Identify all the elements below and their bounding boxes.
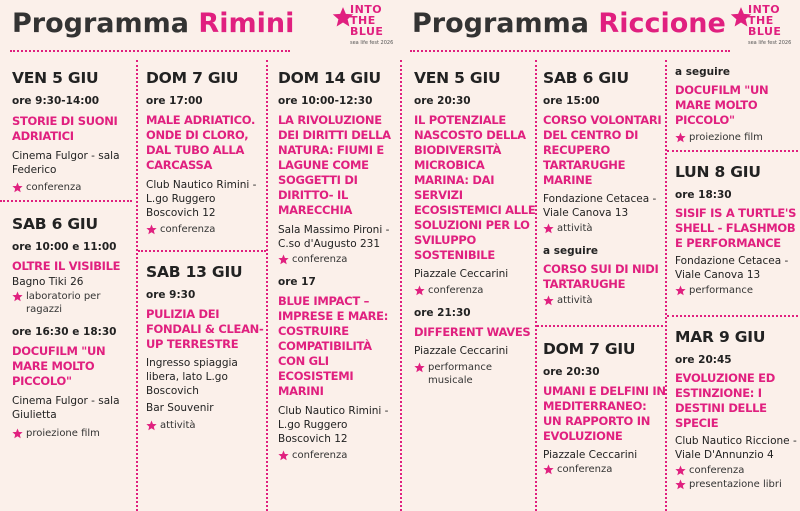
rimini-column-3 [266,60,400,511]
event-location: Piazzale Ceccarini [414,345,509,357]
day-block [146,69,264,236]
event-tag: conferenza [146,223,264,236]
event-tag: conferenza [12,181,130,194]
event-time: ore 15:00 [543,95,600,107]
event-tag: attività [146,419,264,432]
rimini-column-1 [12,60,130,511]
star-icon [543,223,554,234]
star-icon [146,420,157,431]
star-icon [12,182,23,193]
event-title: STORIE DI SUONI ADRIATICI [12,114,118,143]
event-location: Club Nautico Rimini - L.go Ruggero Boscovich 12 [146,179,257,219]
star-icon [675,285,686,296]
event-time: ore 20:30 [543,366,600,378]
star-icon [675,132,686,143]
event-title: LA RIVOLUZIONE DEI DIRITTI DELLA NATURA: FIUMI E LAGUNE COME SOGGETTI DI DIRITTO- IL MARECCHIA [278,113,391,217]
event-title: DIFFERENT WAVES [414,325,531,339]
day-block [675,163,799,297]
event-title: SISIF IS A TURTLE'S SHELL - FLASHMOB E PERFORMANCE [675,206,797,250]
event-tag: proiezione film [12,427,132,440]
event-time: ore 20:45 [675,354,732,366]
riccione-column-1 [414,60,534,511]
day-heading: VEN 5 GIU [414,69,501,87]
riccione-column-2 [535,60,665,511]
divider [667,315,800,317]
event-time: ore 10:00-12:30 [278,95,373,107]
event-tag: presentazione libri [675,478,799,491]
star-icon [278,254,289,265]
day-block [414,69,536,387]
event-time: ore 17:00 [146,95,203,107]
day-heading: LUN 8 GIU [675,163,761,181]
day-heading: DOM 14 GIU [278,69,381,87]
day-block [543,340,667,476]
title-prefix: Programma [412,8,590,39]
star-icon [12,428,23,439]
star-icon [414,362,425,373]
event-title: DOCUFILM "UN MARE MOLTO PICCOLO" [12,344,106,388]
riccione-panel [400,0,800,511]
day-block [543,69,667,307]
event-location: Fondazione Cetacea - Viale Canova 13 [675,255,789,281]
event-tag: laboratorio per ragazzi [12,290,132,316]
event-tag: conferenza [278,253,400,266]
event-title: DOCUFILM "UN MARE MOLTO PICCOLO" [675,83,769,127]
star-icon [543,295,554,306]
event-location: Cinema Fulgor - sala Giulietta [12,395,120,421]
rimini-column-2 [136,60,264,511]
star-icon [278,450,289,461]
event-title: EVOLUZIONE ED ESTINZIONE: I DESTINI DELLE SPECIE [675,371,775,430]
event-tag: performance [675,284,799,297]
event-location: Piazzale Ceccarini [543,449,638,461]
title-city: Riccione [598,8,726,39]
event-tag: attività [543,294,667,307]
event-title: PULIZIA DEI FONDALI & CLEAN-UP TERRESTRE [146,307,264,351]
page-title-rimini [12,8,294,39]
event-tag: conferenza [543,463,667,476]
event-location: Sala Massimo Pironi - C.so d'Augusto 231 [278,224,390,250]
event-location: Bagno Tiki 26 [12,276,84,288]
event-title: CORSO VOLONTARI DEL CENTRO DI RECUPERO TARTARUGHE MARINE [543,113,662,187]
day-heading: MAR 9 GIU [675,328,766,346]
event-location: Bar Souvenir [146,402,214,414]
day-heading: DOM 7 GIU [543,340,636,358]
event-time: ore 9:30 [146,289,196,301]
event-location: Club Nautico Rimini - L.go Ruggero Boscovich 12 [278,405,389,445]
day-heading: SAB 13 GIU [146,263,243,281]
event-title: CORSO SUI DI NIDI TARTARUGHE [543,262,659,291]
day-block [12,69,130,194]
into-the-blue-logo: INTO THE BLUE sea life fest 2026 [730,3,794,49]
event-location: Fondazione Cetacea - Viale Canova 13 [543,193,657,219]
event-tag: attività [543,222,667,235]
page-title-riccione [412,8,726,39]
event-time: a seguire [675,66,731,78]
star-icon [146,224,157,235]
event-tag: conferenza [675,464,799,477]
day-block [146,263,264,432]
title-divider [10,50,290,52]
event-time: ore 9:30-14:00 [12,95,100,107]
day-block [675,66,799,144]
event-time: ore 10:00 e 11:00 [12,241,117,253]
day-heading: DOM 7 GIU [146,69,239,87]
event-time: ore 21:30 [414,307,471,319]
star-icon [675,465,686,476]
day-block [675,328,799,491]
divider [667,150,800,152]
event-time: ore 20:30 [414,95,471,107]
into-the-blue-logo: INTO THE BLUE sea life fest 2026 [332,3,396,49]
event-time: ore 18:30 [675,189,732,201]
divider [138,250,266,252]
event-tag: performance musicale [414,361,536,387]
event-location: Club Nautico Riccione - Viale D'Annunzio 4 [675,435,797,461]
star-icon [543,464,554,475]
star-icon [12,291,23,302]
day-heading: VEN 5 GIU [12,69,99,87]
event-location: Piazzale Ceccarini [414,268,509,280]
event-title: UMANI E DELFINI IN MEDITERRANEO: UN RAPPORTO IN EVOLUZIONE [543,384,666,443]
event-time: a seguire [543,245,599,257]
event-time: ore 17 [278,276,316,288]
event-title: MALE ADRIATICO. ONDE DI CLORO, DAL TUBO ALLA CARCASSA [146,113,256,172]
event-title: IL POTENZIALE NASCOSTO DELLA BIODIVERSITÀ MICROBICA MARINA: DAI SERVIZI ECOSISTEMICI ALLE SOLUZIONI PER LO SVILUPPO SOSTENIBILE [414,113,536,262]
day-heading: SAB 6 GIU [543,69,629,87]
star-icon [675,479,686,490]
day-heading: SAB 6 GIU [12,215,98,233]
riccione-column-3 [665,60,800,511]
day-block [12,215,132,440]
day-block [278,69,400,462]
title-divider [410,50,730,52]
event-time: ore 16:30 e 18:30 [12,326,117,338]
divider [0,200,132,202]
event-tag: proiezione film [675,131,799,144]
event-location: Cinema Fulgor - sala Federico [12,150,120,176]
divider [537,325,667,327]
star-icon [414,285,425,296]
event-location: Ingresso spiaggia libera, lato L.go Boscovich [146,357,238,397]
event-title: BLUE IMPACT – IMPRESE E MARE: COSTRUIRE COMPATIBILITÀ CON GLI ECOSISTEMI MARINI [278,294,389,398]
title-prefix: Programma [12,8,190,39]
event-tag: conferenza [414,284,536,297]
event-tag: conferenza [278,449,400,462]
event-title: OLTRE IL VISIBILE [12,259,121,273]
title-city: Rimini [198,8,295,39]
